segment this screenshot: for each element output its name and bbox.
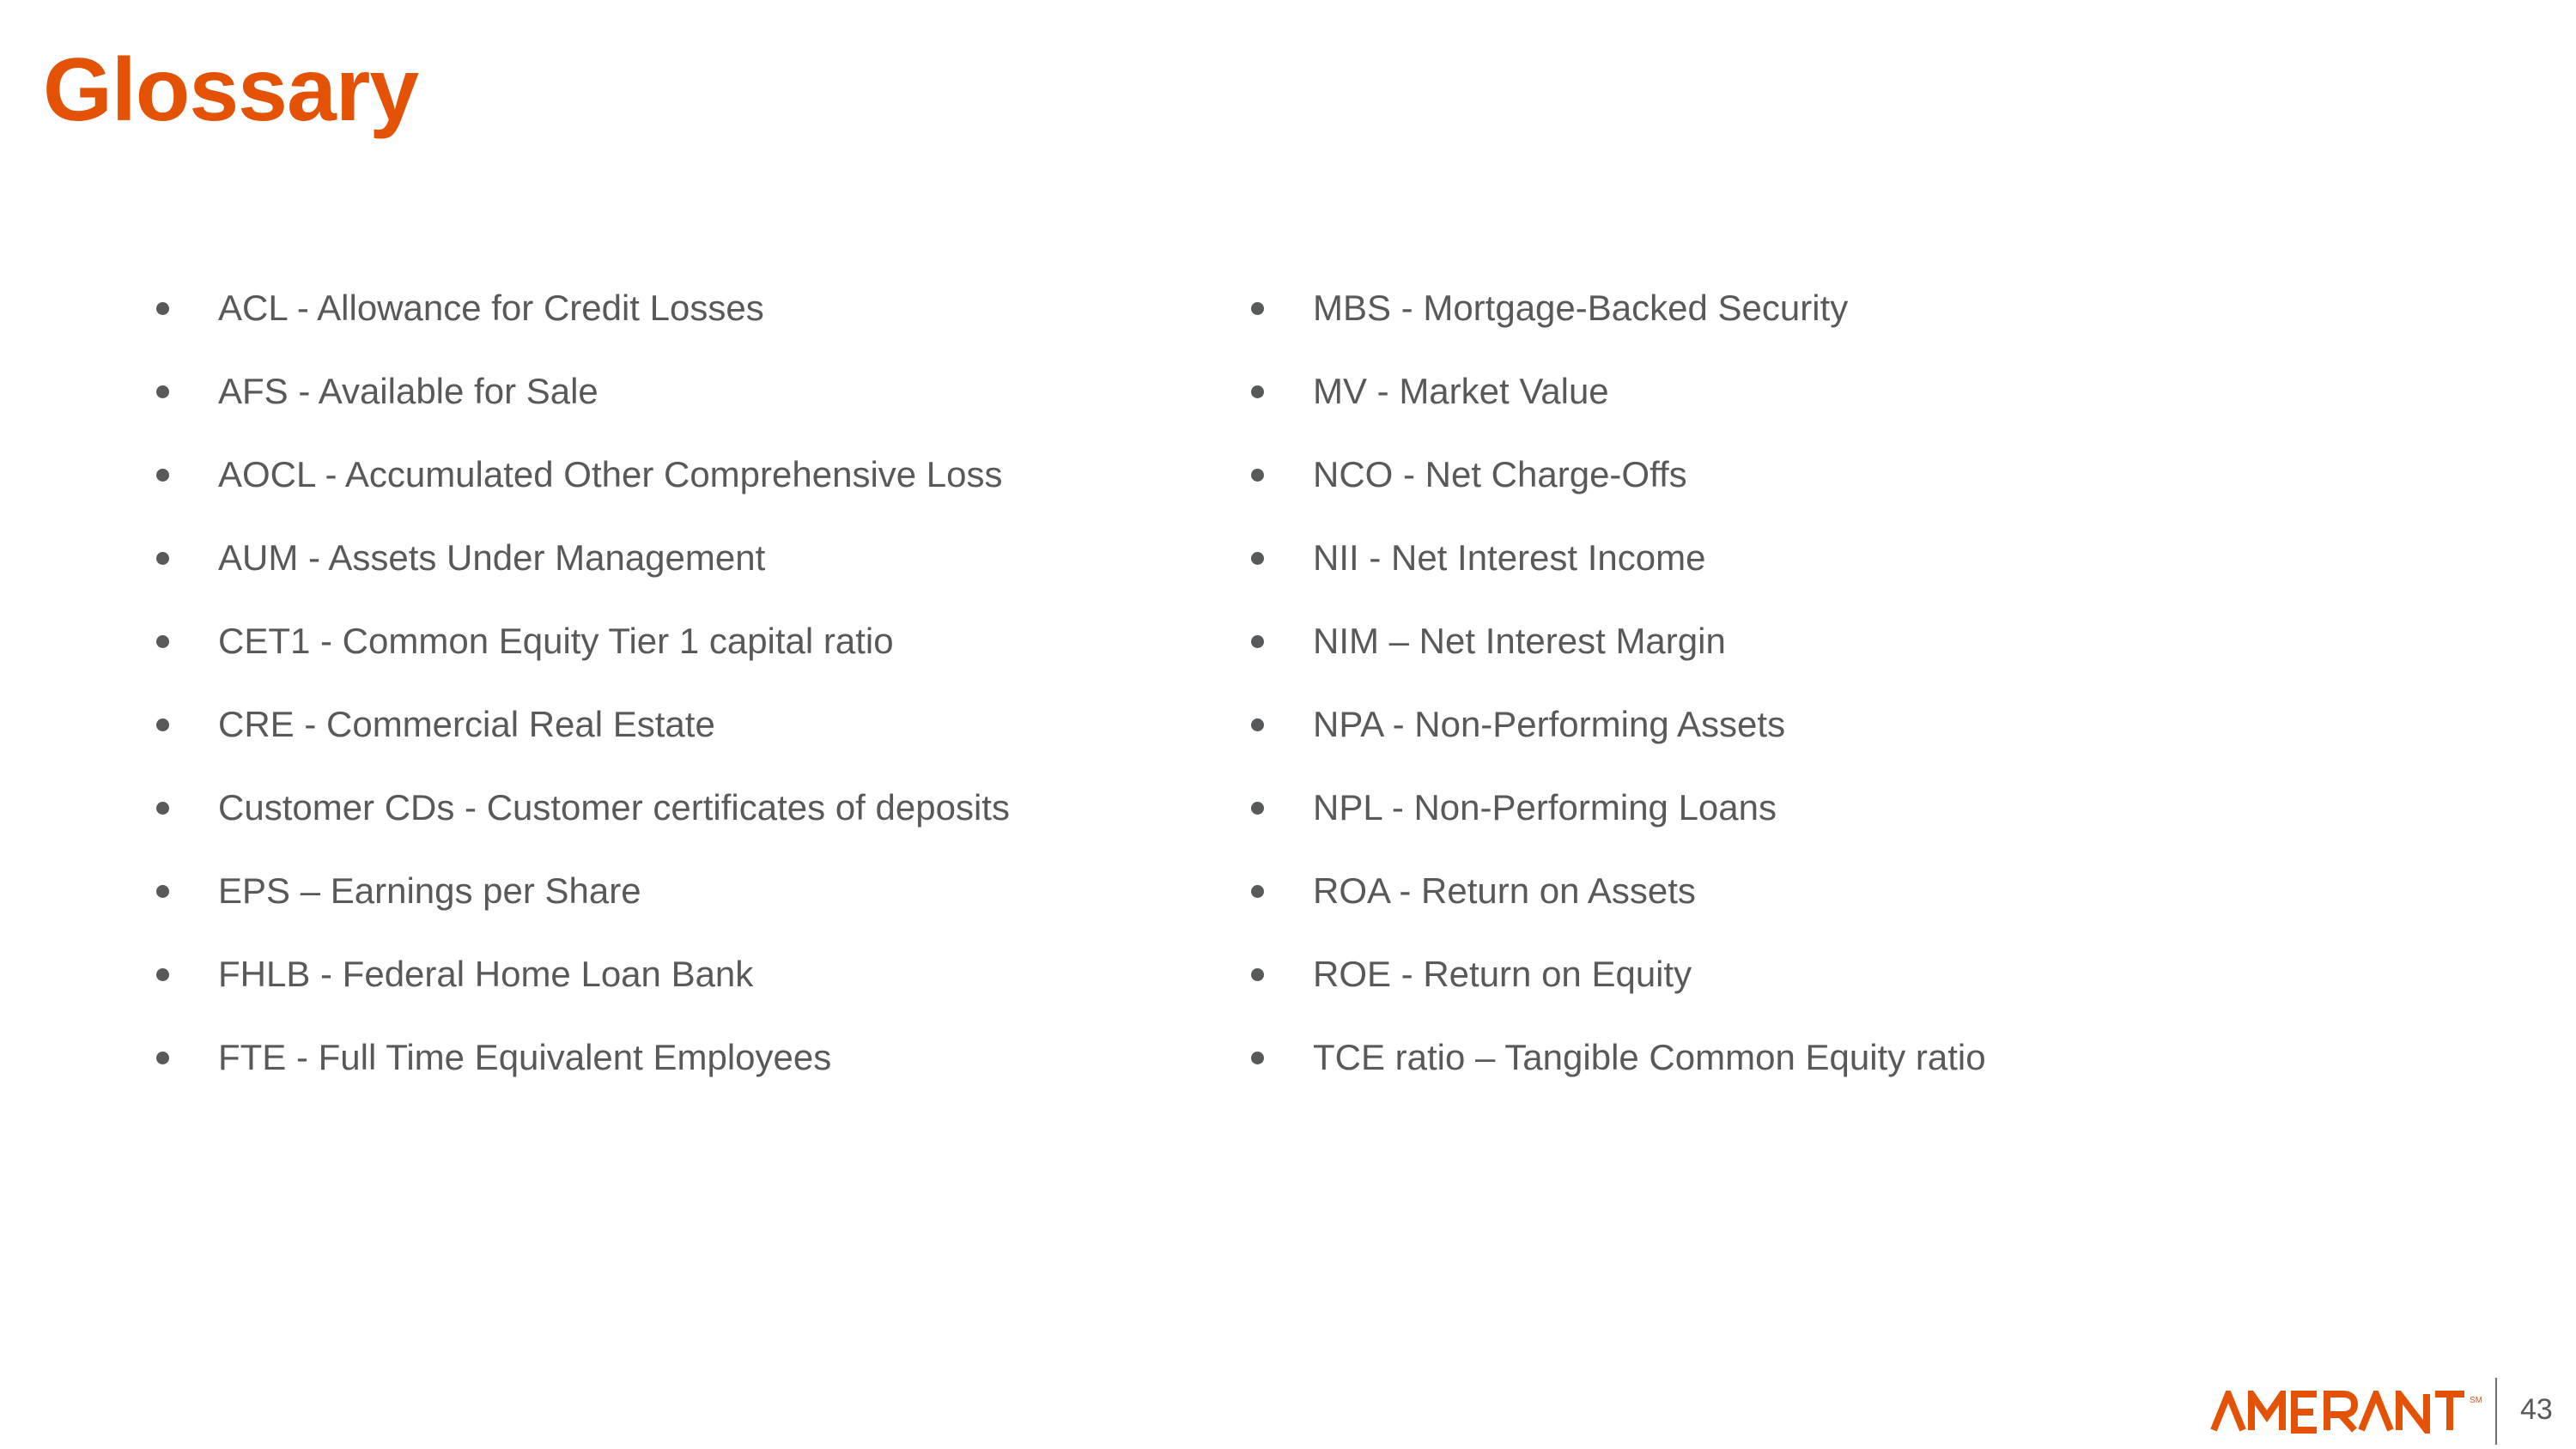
bullet-icon — [156, 1052, 169, 1064]
glossary-item — [155, 695, 1185, 779]
glossary-item — [155, 279, 1185, 362]
bullet-icon — [1251, 469, 1264, 482]
bullet-icon — [156, 718, 169, 731]
bullet-icon — [156, 552, 169, 565]
glossary-term: MBS - Mortgage-Backed Security — [1313, 288, 1849, 328]
glossary-item — [155, 612, 1185, 695]
glossary-term: AFS - Available for Sale — [218, 371, 598, 411]
bullet-icon — [1251, 552, 1264, 565]
bullet-icon — [156, 385, 169, 398]
bullet-icon — [1251, 635, 1264, 648]
bullet-icon — [156, 635, 169, 648]
glossary-term: EPS – Earnings per Share — [218, 870, 641, 911]
bullet-icon — [1251, 1052, 1264, 1064]
glossary-term: Customer CDs - Customer certificates of deposits — [218, 787, 1010, 828]
glossary-item — [1249, 529, 2366, 612]
glossary-term: FTE - Full Time Equivalent Employees — [218, 1037, 832, 1077]
glossary-item — [1249, 862, 2366, 945]
logo-letter-n — [2399, 1394, 2427, 1430]
glossary-item — [155, 945, 1185, 1028]
glossary-item — [155, 529, 1185, 612]
glossary-term: NII - Net Interest Income — [1313, 537, 1706, 578]
glossary-term: CET1 - Common Equity Tier 1 capital ratio — [218, 621, 894, 661]
bullet-icon — [156, 968, 169, 981]
logo-letter-m — [2251, 1394, 2282, 1430]
bullet-icon — [1251, 718, 1264, 731]
bullet-icon — [1251, 968, 1264, 981]
glossary-term: ROE - Return on Equity — [1313, 954, 1692, 994]
glossary-term: ROA - Return on Assets — [1313, 870, 1696, 911]
glossary-term: AOCL - Accumulated Other Comprehensive Loss — [218, 454, 1003, 494]
glossary-term: NCO - Net Charge-Offs — [1313, 454, 1687, 494]
glossary-list-right — [1249, 279, 2366, 1112]
glossary-item — [155, 362, 1185, 446]
bullet-icon — [156, 302, 169, 315]
bullet-icon — [1251, 802, 1264, 815]
glossary-term: FHLB - Federal Home Loan Bank — [218, 954, 754, 994]
bullet-icon — [156, 802, 169, 815]
glossary-item — [1249, 695, 2366, 779]
glossary-term: NPA - Non-Performing Assets — [1313, 704, 1786, 744]
glossary-term: NPL - Non-Performing Loans — [1313, 787, 1777, 828]
glossary-item — [155, 779, 1185, 862]
bullet-icon — [1251, 385, 1264, 398]
glossary-term: ACL - Allowance for Credit Losses — [218, 288, 764, 328]
bullet-icon — [1251, 302, 1264, 315]
page-title: Glossary — [43, 40, 419, 140]
footer-divider — [2495, 1378, 2497, 1445]
glossary-item — [1249, 945, 2366, 1028]
glossary-list-left — [155, 279, 1185, 1112]
logo-letters — [2214, 1394, 2464, 1430]
glossary-term: CRE - Commercial Real Estate — [218, 704, 715, 744]
glossary-item — [155, 446, 1185, 529]
logo-service-mark: SM — [2470, 1396, 2482, 1405]
logo-letter-a2 — [2361, 1394, 2391, 1430]
glossary-term: MV - Market Value — [1313, 371, 1609, 411]
logo-letter-r — [2327, 1394, 2354, 1430]
glossary-item — [1249, 446, 2366, 529]
bullet-icon — [156, 885, 169, 898]
bullet-icon — [156, 469, 169, 482]
glossary-term: TCE ratio – Tangible Common Equity ratio — [1313, 1037, 1986, 1077]
glossary-item — [1249, 279, 2366, 362]
amerant-logo — [2210, 1391, 2485, 1434]
bullet-icon — [1251, 885, 1264, 898]
glossary-item — [1249, 1028, 2366, 1112]
glossary-item — [1249, 612, 2366, 695]
glossary-item — [155, 1028, 1185, 1112]
glossary-item — [1249, 362, 2366, 446]
glossary-item — [1249, 779, 2366, 862]
logo-letter-a — [2214, 1394, 2243, 1430]
glossary-term: AUM - Assets Under Management — [218, 537, 766, 578]
glossary-item — [155, 862, 1185, 945]
page-number: 43 — [2520, 1393, 2553, 1426]
glossary-term: NIM – Net Interest Margin — [1313, 621, 1726, 661]
